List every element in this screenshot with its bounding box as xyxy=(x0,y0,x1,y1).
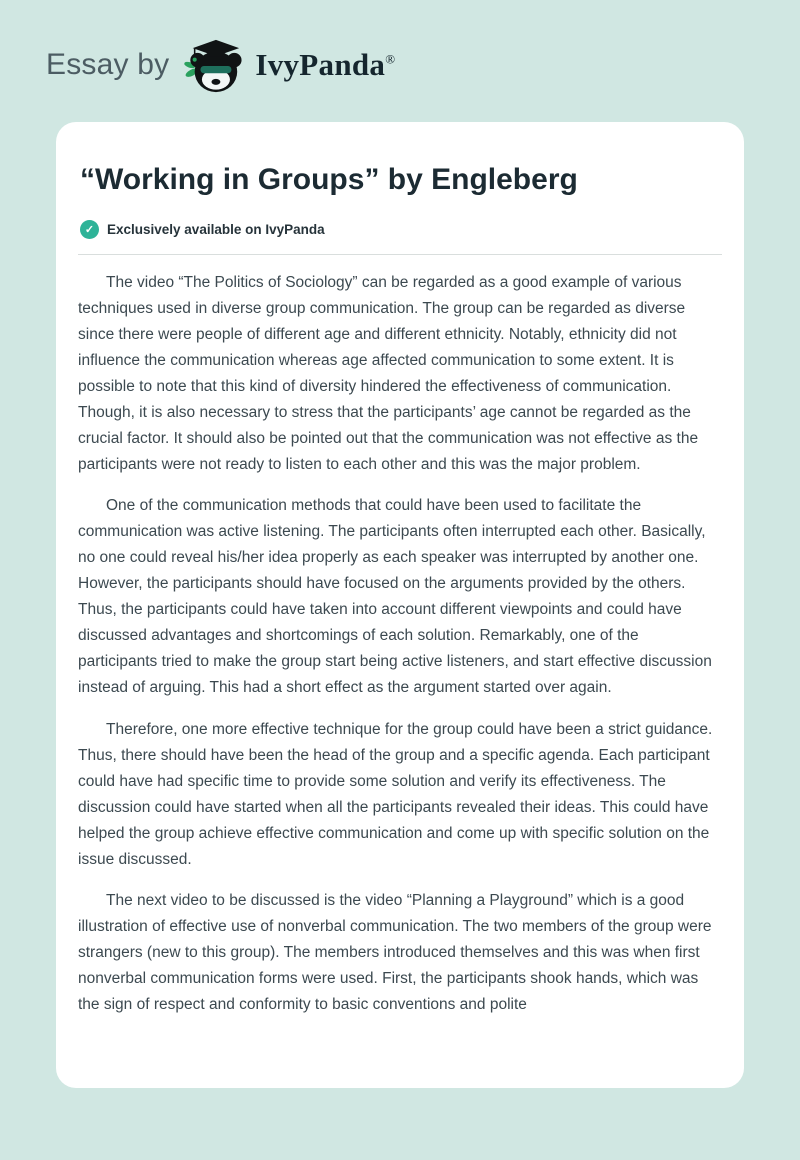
brand-text: IvyPanda xyxy=(255,47,386,82)
registered-mark: ® xyxy=(385,51,396,67)
panda-graduate-logo-icon xyxy=(183,36,245,94)
essay-paragraph-3: Therefore, one more effective technique for the group could have been a strict guidance. Thus, there should have been the head of the group and a specific agenda. Each participant could have had specific time to provide some solution and verify its effectiveness. The discussion could have started when all the participants revealed their ideas. This could have helped the group achieve effective communication and come up with specific solution on the issue discussed. xyxy=(78,720,713,868)
ivypanda-logo-link[interactable] xyxy=(183,36,395,94)
check-icon: ✓ xyxy=(80,220,99,239)
essay-paragraph-4: The next video to be discussed is the video “Planning a Playground” which is a good illustration of effective use of nonverbal communication. The two members of the group were strangers (new to this group). The members introduced themselves and this was when first nonverbal communication forms were used. First, the participants shook hands, which was the sign of respect and conformity to basic conventions and polite xyxy=(78,891,712,1013)
page-title: “Working in Groups” by Engleberg xyxy=(80,163,578,196)
essay-paragraph-2: One of the communication methods that could have been used to facilitate the communication was active listening. The participants often interrupted each other. Basically, no one could reveal his/her idea properly as each speaker was interrupted by another one. However, the participants should have focused on the arguments provided by the others. Thus, the participants could have taken into account different viewpoints and could have discussed advantages and shortcomings of each solution. Remarkably, one of the participants tried to make the group start being active listeners, and start effective discussion instead of arguing. This had a short effect as the argument started over again. xyxy=(78,497,712,697)
exclusive-badge-label: Exclusively available on IvyPanda xyxy=(107,222,325,237)
essay-by-label: Essay by xyxy=(46,48,170,81)
divider xyxy=(78,254,722,255)
site-header xyxy=(0,0,800,122)
exclusive-badge xyxy=(78,220,722,239)
brand-name xyxy=(255,47,395,83)
essay-paragraph-1: The video “The Politics of Sociology” can be regarded as a good example of various techniques used in diverse group communication. The group can be regarded as diverse since there were people of different age and different ethnicity. Notably, ethnicity did not influence the communication whereas age affected communication to some extent. It is possible to note that this kind of diversity hindered the effectiveness of communication. Though, it is also necessary to stress that the participants’ age cannot be regarded as the crucial factor. It should also be pointed out that the communication was not effective as the participants were not ready to listen to each other and this was the major problem. xyxy=(78,274,699,474)
essay-card xyxy=(56,122,744,1088)
essay-body xyxy=(78,270,722,1018)
